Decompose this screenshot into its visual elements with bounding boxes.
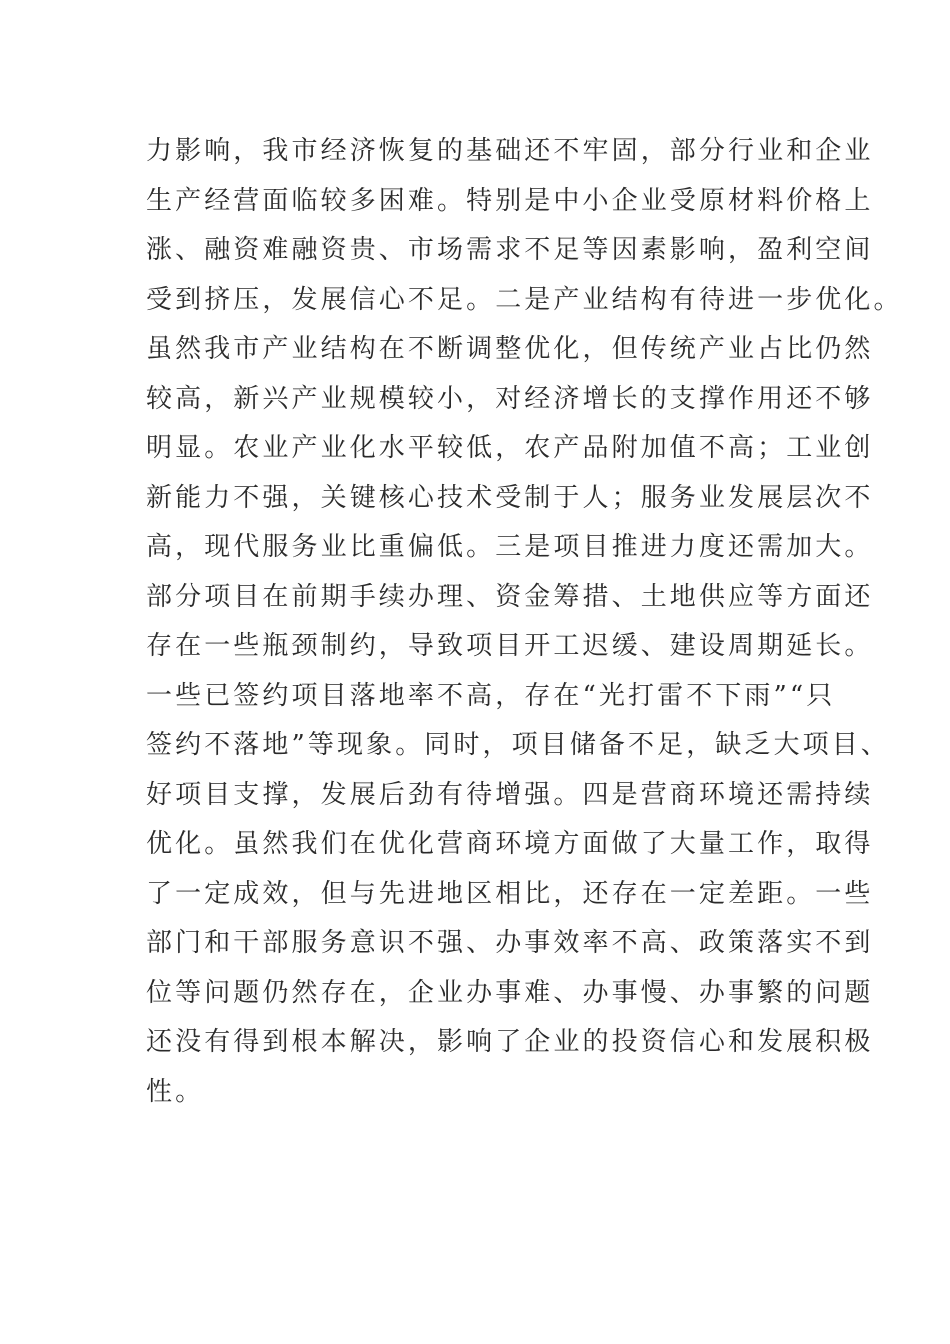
- text-line: 一些已签约项目落地率不高，存在“光打雷不下雨”“只: [146, 680, 836, 711]
- text-line: 优化。虽然我们在优化营商环境方面做了大量工作，取得: [146, 829, 874, 859]
- text-line: 明显。农业产业化水平较低，农产品附加值不高；工业创: [146, 433, 874, 463]
- text-line: 受到挤压，发展信心不足。二是产业结构有待进一步优化。: [146, 284, 903, 315]
- text-line: 性。: [146, 1076, 205, 1107]
- text-line: 位等问题仍然存在，企业办事难、办事慢、办事繁的问题: [146, 977, 874, 1008]
- text-line: 生产经营面临较多困难。特别是中小企业受原材料价格上: [146, 185, 874, 216]
- text-line: 高，现代服务业比重偏低。三是项目推进力度还需加大。: [146, 532, 874, 562]
- body-text: [146, 127, 903, 1117]
- text-line: 部门和干部服务意识不强、办事效率不高、政策落实不到: [146, 928, 874, 958]
- text-line: 存在一些瓶颈制约，导致项目开工迟缓、建设周期延长。: [146, 631, 874, 661]
- text-line: 虽然我市产业结构在不断调整优化，但传统产业占比仍然: [146, 334, 874, 364]
- text-line: 力影响，我市经济恢复的基础还不牢固，部分行业和企业: [146, 136, 874, 166]
- text-line: 了一定成效，但与先进地区相比，还存在一定差距。一些: [146, 878, 874, 909]
- text-line: 还没有得到根本解决，影响了企业的投资信心和发展积极: [146, 1027, 874, 1057]
- text-line: 新能力不强，关键核心技术受制于人；服务业发展层次不: [146, 482, 874, 513]
- text-line: 部分项目在前期手续办理、资金筹措、土地供应等方面还: [146, 581, 874, 612]
- text-line: 较高，新兴产业规模较小，对经济增长的支撑作用还不够: [146, 383, 874, 414]
- text-line: 好项目支撑，发展后劲有待增强。四是营商环境还需持续: [146, 779, 874, 810]
- text-line: 涨、融资难融资贵、市场需求不足等因素影响，盈利空间: [146, 235, 874, 265]
- text-line: 签约不落地”等现象。同时，项目储备不足，缺乏大项目、: [146, 730, 890, 760]
